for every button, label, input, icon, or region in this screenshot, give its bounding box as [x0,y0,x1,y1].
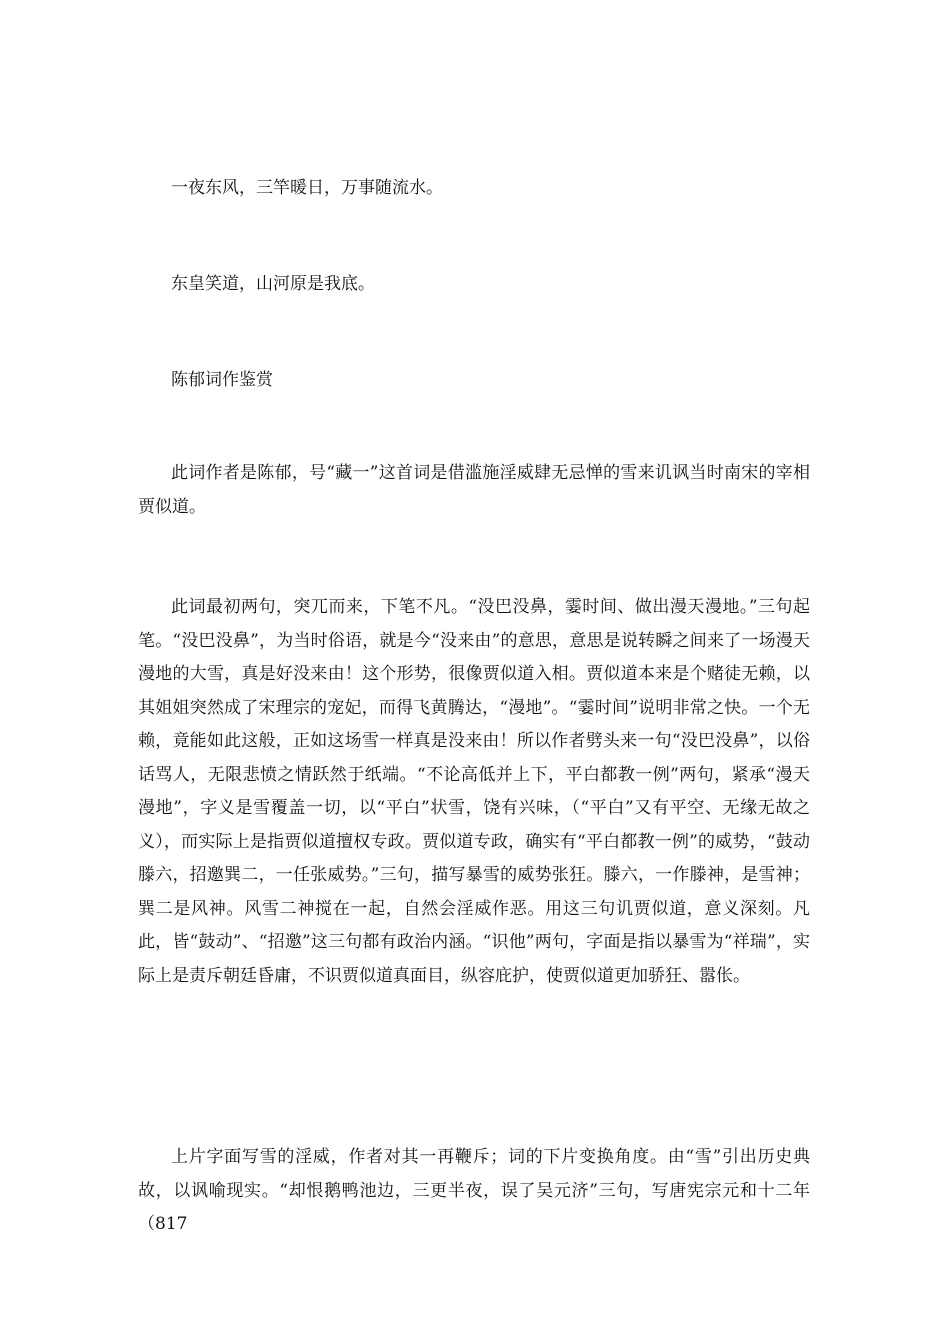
poem-line-2: 东皇笑道，山河原是我底。 [171,274,375,294]
section-heading: 陈郁词作鉴赏 [171,370,273,390]
second-half-paragraph: 上片字面写雪的淫威，作者对其一再鞭斥；词的下片变换角度。由“雪”引出历史典故，以讽喻现实。“却恨鹅鸭池边，三更半夜，误了吴元济”三句，写唐宪宗元和十二年（817 [138,1147,810,1234]
intro-paragraph: 此词作者是陈郁，号“藏一”这首词是借滥施淫威肆无忌惮的雪来讥讽当时南宋的宰相贾似道。 [138,463,810,517]
analysis-paragraph: 此词最初两句，突兀而来，下笔不凡。“没巴没鼻，霎时间、做出漫天漫地。”三句起笔。“没巴没鼻”，为当时俗语，就是今“没来由”的意思，意思是说转瞬之间来了一场漫天漫地的大雪，真是好没来由！这个形势，很像贾似道入相。贾似道本来是个赌徒无赖，以其姐姐突然成了宋理宗的宠妃，而得飞黄腾达，“漫地”。“霎时间”说明非常之快。一个无赖，竟能如此这般，正如这场雪一样真是没来由！所以作者劈头来一句“没巴没鼻”，以俗话骂人，无限悲愤之情跃然于纸端。“不论高低并上下，平白都教一例”两句，紧承“漫天漫地”，字义是雪覆盖一切，以“平白”状雪，饶有兴味，（“平白”又有平空、无缘无故之义），而实际上是指贾似道擅权专政。贾似道专政，确实有“平白都教一例”的威势，“鼓动滕六，招邀巽二，一任张威势。”三句，描写暴雪的威势张狂。滕六，一作滕神，是雪神；巽二是风神。风雪二神搅在一起，自然会淫威作恶。用这三句讥贾似道，意义深刻。凡此，皆“鼓动”、“招邀”这三句都有政治内涵。“识他”两句，字面是指以暴雪为“祥瑞”，实际上是责斥朝廷昏庸，不识贾似道真面目，纵容庇护，使贾似道更加骄狂、嚣伥。 [138,597,810,986]
poem-line-1: 一夜东风，三竿暖日，万事随流水。 [171,178,443,198]
